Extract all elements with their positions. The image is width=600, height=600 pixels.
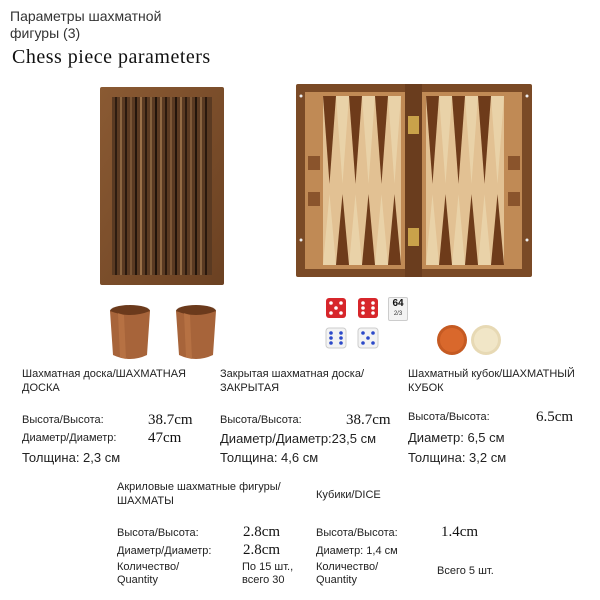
cup-height-label: Высота/Высота: (408, 411, 490, 423)
pieces-header (117, 480, 307, 508)
board-header-line-1: Шахматная доска/ШАХМАТНАЯ (22, 368, 186, 380)
pieces-qty-label-line-1: Количество/ (117, 561, 180, 573)
board-header-line-2: ДОСКА (22, 382, 60, 394)
closed-board-header-line-1: Закрытая шахматная доска/ (220, 368, 365, 380)
pieces-qty-label-line-2: Quantity (117, 574, 158, 586)
dice-qty-label-line-1: Количество/ (316, 561, 379, 573)
board-header (22, 367, 222, 395)
pieces-qty-value (242, 561, 293, 587)
board-thickness: Толщина: 2,3 см (22, 450, 121, 465)
board-height-label: Высота/Высота: (22, 414, 104, 426)
board-diameter-value: 47cm (148, 430, 182, 446)
closed-board-header (220, 367, 410, 395)
dice-qty-label-line-2: Quantity (316, 574, 357, 586)
pieces-qty-value-line-1: По 15 шт., (242, 561, 294, 573)
closed-board-height-label: Высота/Высота: (220, 414, 302, 426)
doubling-cube-value: 64 (392, 298, 404, 309)
doubling-cube (388, 297, 408, 321)
closed-board-header-line-2: ЗАКРЫТАЯ (220, 382, 280, 394)
checkers-image (434, 320, 504, 360)
dice-height-value: 1.4cm (441, 524, 479, 540)
closed-board-height-value: 38.7cm (346, 412, 391, 428)
cup-header (408, 367, 598, 395)
board-diameter-label: Диаметр/Диаметр: (22, 432, 117, 444)
dice-qty-value: Всего 5 шт. (437, 565, 494, 577)
cup-header-line-2: КУБОК (408, 382, 444, 394)
title-line-2: фигуры (3) (10, 25, 81, 41)
pieces-height-label: Высота/Высота: (117, 527, 199, 539)
pieces-diameter-value: 2.8cm (243, 542, 281, 558)
cup-diameter: Диаметр: 6,5 см (408, 430, 505, 445)
pieces-qty-value-line-2: всего 30 (242, 574, 285, 586)
dice-cup-left-image (104, 303, 156, 363)
closed-board-diameter: Диаметр/Диаметр:23,5 см (220, 431, 377, 446)
cup-thickness: Толщина: 3,2 см (408, 450, 507, 465)
pieces-qty-label (117, 561, 179, 587)
cup-height-value: 6.5cm (536, 409, 574, 425)
dice-diameter: Диаметр: 1,4 см (316, 545, 398, 557)
pieces-header-line-1: Акриловые шахматные фигуры/ (117, 481, 281, 493)
closed-board-thickness: Толщина: 4,6 см (220, 450, 319, 465)
pieces-diameter-label: Диаметр/Диаметр: (117, 545, 212, 557)
board-height-value: 38.7cm (148, 412, 193, 428)
dice-header: Кубики/DICE (316, 489, 381, 501)
pieces-height-value: 2.8cm (243, 524, 281, 540)
cup-header-line-1: Шахматный кубок/ШАХМАТНЫЙ (408, 368, 575, 380)
pieces-header-line-2: ШАХМАТЫ (117, 495, 174, 507)
open-board-image (296, 84, 532, 277)
page-title-ru (10, 8, 210, 42)
title-line-1: Параметры шахматной (10, 8, 162, 24)
dice-cup-right-image (170, 303, 222, 363)
dice-height-label: Высота/Высота: (316, 527, 398, 539)
doubling-cube-sub: 2/3 (393, 311, 403, 317)
closed-board-image (100, 87, 224, 285)
dice-qty-label (316, 561, 378, 587)
page-title-en: Chess piece parameters (12, 46, 211, 68)
